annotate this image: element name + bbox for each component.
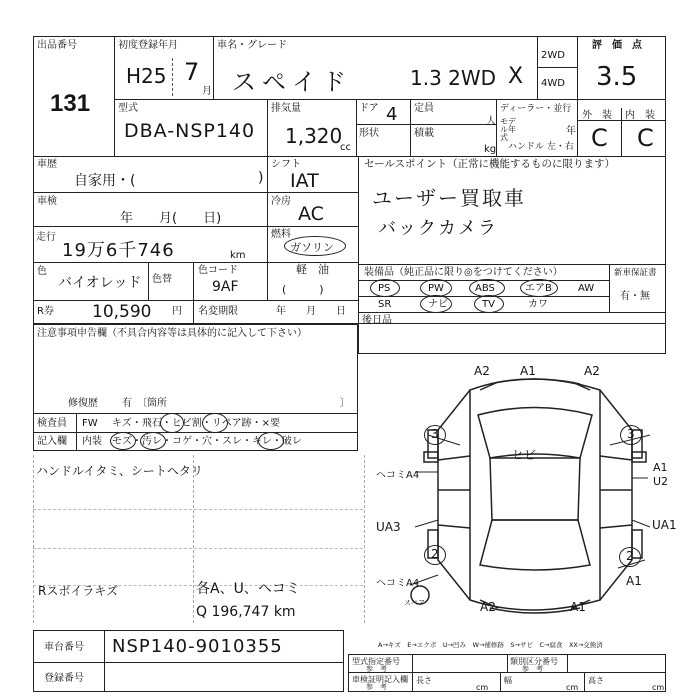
cert-note: 参 考	[366, 683, 387, 691]
shift-value: IAT	[290, 170, 319, 192]
grid-line	[577, 36, 578, 156]
reg-number-label: 登録番号	[44, 673, 84, 684]
notes-label: 注意事項申告欄（不具合内容等は具体的に記入して下さい）	[37, 328, 307, 339]
name-change-value: 年 月 日	[276, 306, 346, 317]
diagram-mark-left-door: UA3	[376, 520, 401, 534]
memo-line3: 各A、U、ヘコミ	[196, 581, 300, 597]
name-change-label: 名変期限	[198, 306, 238, 317]
equipment-abs: ABS	[475, 283, 495, 294]
diagram-mark-right-fender-u2: U2	[653, 475, 669, 488]
diagram-mark-rear-left: A2	[480, 600, 496, 614]
inspector-value: FW	[82, 418, 98, 429]
car-name: スペイド	[232, 68, 352, 96]
grid-line	[567, 654, 568, 672]
model-year-label: モデル年式	[500, 117, 516, 142]
fuel-label: 燃料	[271, 229, 291, 240]
recycle-unit: 円	[172, 306, 182, 317]
rear-items-label: 後日品	[362, 315, 392, 326]
width-unit: cm	[566, 683, 579, 692]
cooler-value: AC	[298, 203, 324, 225]
grid-line	[33, 300, 358, 301]
grid-line	[358, 264, 666, 265]
car-grade: 1.3 2WD	[410, 66, 497, 90]
drive-mark: X	[508, 64, 524, 89]
spare-tire-label: スペア	[404, 599, 425, 607]
defect-circle-scuff	[258, 432, 284, 450]
equipment-label: 装備品（純正品に限り◎をつけてください）	[364, 267, 563, 278]
diagram-mark-left-fender: ヘコミA4	[376, 470, 420, 481]
mileage-label: 走行	[36, 232, 56, 243]
inspection-value: 年 月( 日)	[120, 211, 222, 226]
equipment-tv-circle	[474, 295, 504, 313]
cert-label: 車検証明記入欄	[352, 675, 408, 684]
diagram-mark-front-left: A2	[474, 364, 490, 378]
color-code-label: 色コード	[198, 265, 238, 276]
fuel-diesel: 軽 油	[296, 263, 329, 276]
repair-close: 〕	[340, 398, 350, 409]
grid-line	[410, 99, 411, 156]
grid-line	[104, 630, 105, 692]
shift-label: シフト	[271, 159, 301, 170]
defect-circle-stain	[140, 432, 166, 450]
doors-value: 4	[386, 104, 398, 125]
sales-point-label: セールスポイント（正常に機能するものに限ります）	[364, 158, 616, 170]
equipment-tv: TV	[482, 299, 495, 310]
score-label: 評 価 点	[592, 40, 642, 51]
inspection-label: 車検	[37, 196, 57, 207]
sales-point-line2: バックカメラ	[378, 218, 498, 239]
category-label: 類別区分番号	[510, 657, 558, 666]
equipment-airbag: エアB	[525, 283, 552, 294]
diagram-mark-front-center: A1	[520, 364, 536, 378]
grid-line	[507, 654, 508, 672]
length-unit: cm	[476, 683, 489, 692]
equipment-airbag-circle	[520, 279, 558, 297]
reg-month: 7	[184, 58, 200, 86]
memo-line1: ハンドルイタミ、シートヘタリ	[36, 464, 203, 478]
score-value: 3.5	[596, 62, 638, 92]
fuel-paren: ( )	[282, 283, 324, 296]
diagram-mark-windshield: ヒビ	[512, 448, 537, 462]
type-designation-label: 型式指定番号	[352, 657, 400, 666]
grid-line	[412, 654, 413, 692]
drive-2wd: 2WD	[541, 50, 565, 61]
grid-line	[356, 124, 496, 125]
history-close: )	[258, 170, 264, 186]
memo-line2: Rスポイラキズ	[38, 584, 119, 598]
grid-line	[356, 99, 357, 156]
width-label: 幅	[504, 676, 512, 685]
grid-line	[33, 413, 358, 414]
grid-line	[33, 432, 358, 433]
grid-line	[500, 672, 501, 692]
load-label: 積載	[414, 128, 434, 139]
height-unit: cm	[652, 683, 665, 692]
fuel-gasoline: ガソリン	[290, 241, 334, 254]
recycle-value: 10,590	[92, 302, 152, 322]
equipment-navi: ナビ	[428, 299, 448, 310]
grid-line	[76, 413, 77, 451]
repair-label: 修復歴	[68, 398, 98, 409]
category-note: 参 考	[522, 665, 543, 673]
defect-circle-flying-stone	[160, 413, 184, 433]
memo-divider	[193, 455, 194, 623]
memo-rule	[33, 548, 363, 549]
grid-line	[267, 192, 358, 193]
capacity-label: 定員	[414, 103, 434, 114]
shape-label: 形状	[359, 128, 379, 139]
warranty-label: 新車保証書	[614, 268, 657, 278]
memo-line4: Q 196,747 km	[196, 604, 296, 620]
history-label: 車歴	[37, 159, 57, 170]
equipment-pw: PW	[428, 283, 444, 294]
grid-line	[537, 67, 577, 68]
handle-label: ハンドル 左・右	[508, 142, 574, 152]
type-designation-note: 参 考	[366, 665, 387, 673]
model-label: 型式	[118, 103, 138, 114]
car-name-label: 車名・グレード	[217, 40, 287, 51]
grid-line	[358, 156, 359, 324]
height-label: 高さ	[588, 676, 604, 685]
era-year: H25	[126, 64, 167, 88]
grid-line	[193, 262, 194, 324]
grid-line	[114, 99, 666, 100]
grid-line	[33, 662, 344, 663]
grid-line	[348, 672, 666, 673]
diagram-mark-right-quarter: A1	[626, 574, 642, 588]
equipment-ps: PS	[378, 283, 391, 294]
grid-line	[584, 672, 585, 692]
grid-line	[33, 192, 267, 193]
equipment-sr: SR	[378, 299, 392, 310]
repair-value: 有 〔箇所	[122, 398, 167, 409]
grid-line	[213, 36, 214, 99]
mileage-unit: km	[230, 250, 246, 261]
model-value: DBA-NSP140	[124, 120, 256, 142]
grid-line	[267, 226, 358, 227]
grid-line	[114, 36, 115, 156]
cooler-label: 冷房	[271, 196, 291, 207]
defects-row2: 内装 モズ・汚レ・コゲ・穴・スレ・キレ・破レ	[82, 436, 302, 447]
fuel-selected-circle	[284, 236, 346, 256]
grid-line	[172, 58, 173, 96]
warranty-value: 有・無	[620, 291, 650, 302]
diagram-mark-left-rear: 2	[431, 547, 439, 561]
inspector-label: 検査員	[37, 418, 67, 429]
memo-rule	[33, 509, 363, 510]
grid-line	[621, 108, 622, 156]
capacity-unit: 人	[486, 116, 496, 127]
defect-circle-mozu	[110, 432, 136, 450]
diagram-mark-left-quarter: ヘコミA4	[376, 578, 420, 589]
grid-line	[267, 99, 268, 156]
diagram-mark-right-fender-a1: A1	[653, 461, 668, 474]
grid-line	[267, 156, 268, 300]
grid-line	[609, 264, 610, 312]
equipment-aw: AW	[578, 283, 595, 294]
color-change-label: 色替	[152, 274, 172, 285]
dealer-label: ディーラー・並行	[500, 104, 572, 114]
entry-label: 記入欄	[37, 436, 67, 447]
ext-grade: C	[591, 124, 608, 152]
diagram-mark-left-front: 3	[431, 427, 439, 441]
month-suffix: 月	[202, 86, 212, 97]
diagram-legend: A→キズ E→エクボ U→凹み W→補修跡 S→サビ C→腐食 XX→交換済	[378, 641, 603, 649]
grid-line	[33, 156, 666, 157]
sales-point-line1: ユーザー買取車	[372, 186, 526, 210]
after-items-frame	[358, 312, 666, 354]
defect-circle-crack	[202, 413, 228, 433]
length-label: 長さ	[416, 676, 432, 685]
model-year-suffix: 年	[566, 126, 576, 137]
displacement-unit: cc	[340, 142, 351, 153]
ext-label: 外 装	[582, 110, 612, 121]
first-reg-label: 初度登録年月	[118, 40, 178, 51]
diagram-mark-right-rear: 2	[626, 549, 634, 563]
doors-label: ドア	[359, 103, 379, 114]
displacement-value: 1,320	[285, 124, 343, 148]
grid-line	[33, 226, 267, 227]
color-code-value: 9AF	[212, 279, 239, 295]
equipment-ps-circle	[370, 279, 400, 297]
drive-4wd: 4WD	[541, 78, 565, 89]
diagram-mark-right-door: UA1	[652, 518, 677, 532]
displacement-label: 排気量	[271, 103, 301, 114]
color-label: 色	[37, 266, 47, 277]
chassis-value: NSP140-9010355	[112, 636, 283, 657]
lot-label: 出品番号	[37, 40, 77, 51]
load-unit: kg	[484, 144, 497, 155]
lot-number: 131	[50, 90, 91, 117]
diagram-mark-front-right: A2	[584, 364, 600, 378]
mileage-value: 19万6千746	[62, 240, 175, 261]
recycle-label: R券	[37, 306, 54, 317]
color-value: バイオレッド	[58, 275, 142, 291]
equipment-leather: カワ	[528, 299, 548, 310]
diagram-mark-right-front: 3	[627, 427, 635, 441]
diagram-mark-rear-center: A1	[570, 600, 586, 614]
equipment-navi-circle	[420, 295, 452, 313]
defects-row1: キズ・飛石・ヒビ割・リペア跡・×要	[112, 418, 280, 429]
int-grade: C	[637, 124, 654, 152]
history-value: 自家用・(	[74, 173, 136, 189]
grid-line	[496, 99, 497, 156]
chassis-label: 車台番号	[44, 642, 84, 653]
int-label: 内 装	[625, 110, 655, 121]
grid-line	[148, 262, 149, 300]
